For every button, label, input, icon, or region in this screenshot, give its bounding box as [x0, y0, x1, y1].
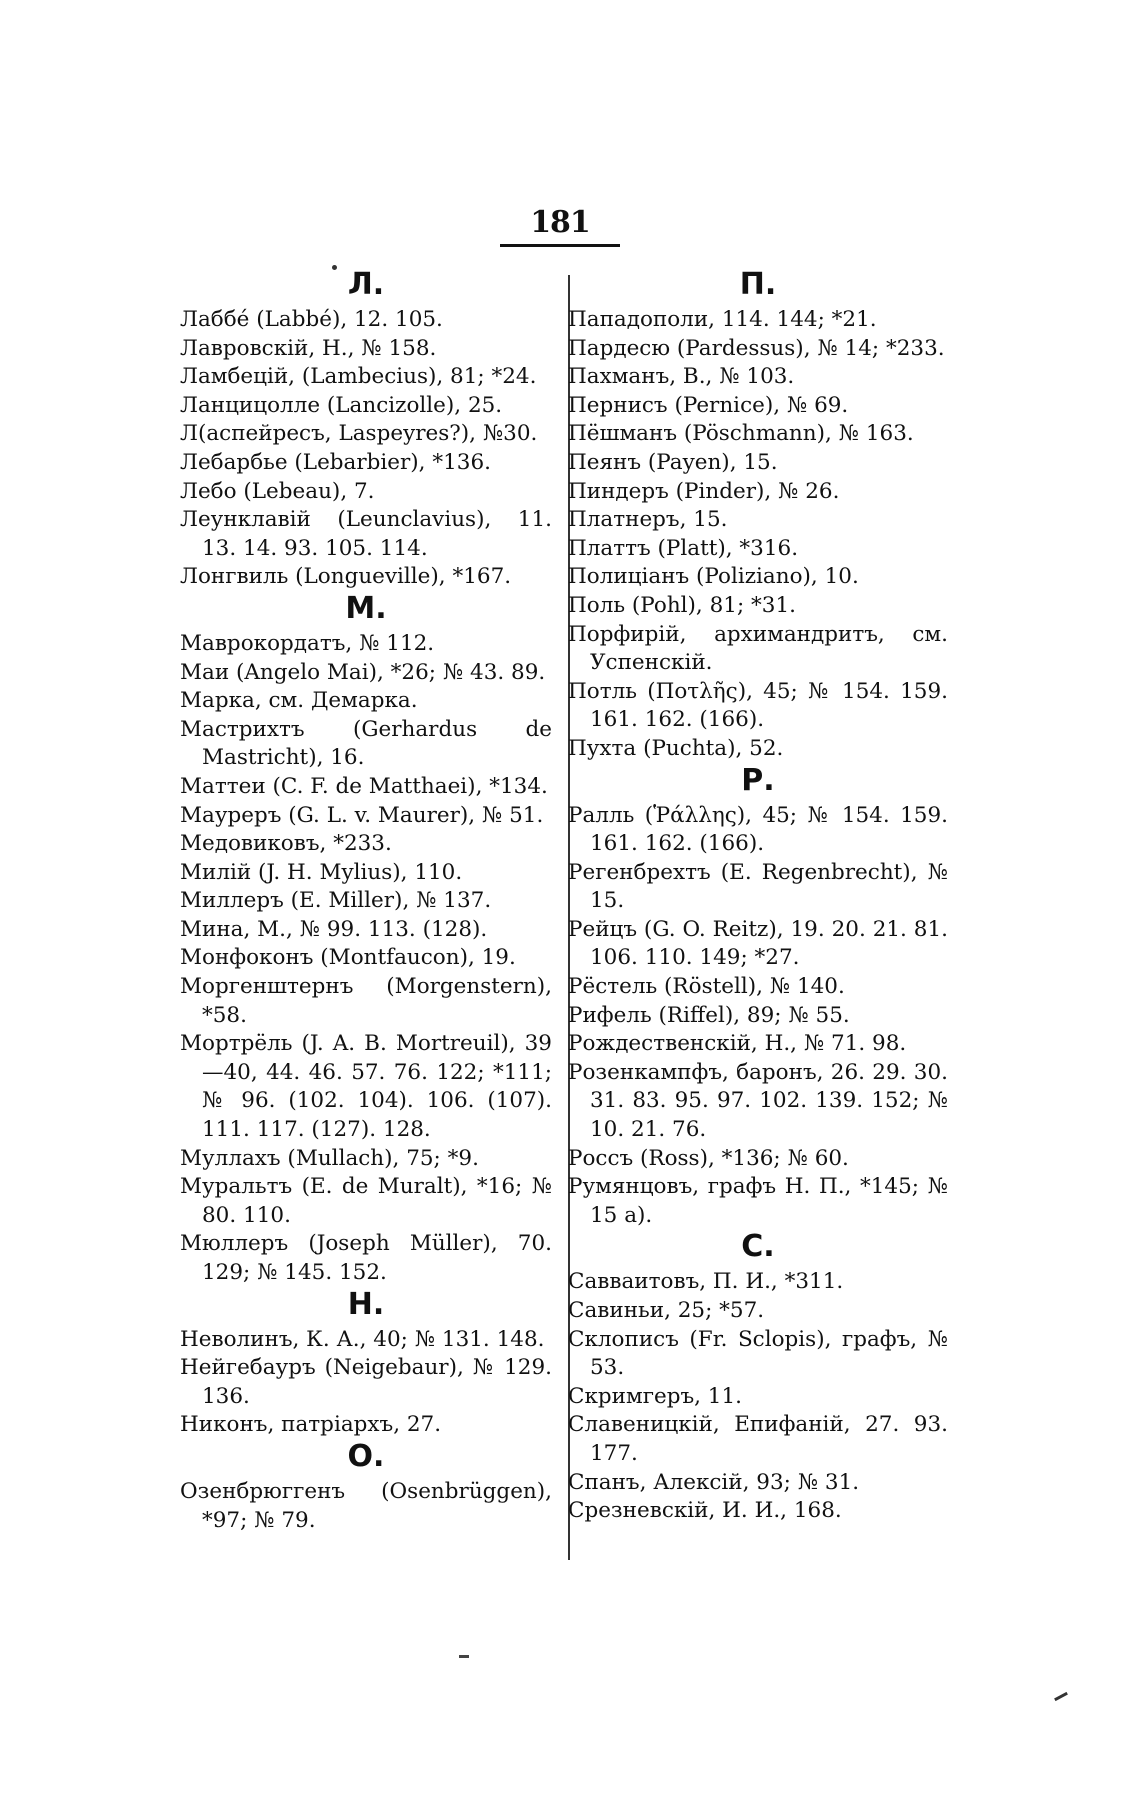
stray-mark-tick: [1054, 1692, 1068, 1701]
index-entry: Мауреръ (G. L. v. Maurer), № 51.: [180, 802, 544, 828]
index-entry: Савваитовъ, П. И., *311.: [568, 1269, 844, 1295]
index-entry: Платтъ (Platt), *316.: [568, 535, 799, 561]
index-entry: Потль (Ποτλῆς), 45; № 154. 159. 161. 162. (166).: [568, 678, 948, 733]
index-entry: Марка, см. Демарка.: [180, 688, 418, 714]
page-number-rule: [500, 244, 620, 247]
index-entry: Пападополи, 114. 144; *21.: [568, 307, 877, 332]
index-entry: Срезневскій, И. И., 168.: [568, 1498, 842, 1524]
index-entry: Мастрихтъ (Gerhardus de Mastricht), 16.: [180, 716, 552, 771]
index-entry: Склописъ (Fr. Sclopis), графъ, № 53.: [568, 1326, 948, 1381]
index-entry: Ланцицолле (Lancizolle), 25.: [180, 392, 503, 418]
index-entry: Спанъ, Алексій, 93; № 31.: [568, 1469, 860, 1495]
index-entry: Скримгеръ, 11.: [568, 1383, 742, 1409]
section-letter: С.: [741, 1229, 775, 1265]
index-entry: Мюллеръ (Joseph Müller), 70. 129; № 145. 152.: [180, 1231, 552, 1285]
index-entry: Порфирій, архимандритъ, см. Успенскій.: [568, 621, 948, 676]
index-entry: Пахманъ, В., № 103.: [568, 364, 795, 390]
index-entry: Поль (Pohl), 81; *31.: [568, 592, 796, 618]
index-entry: Савиньи, 25; *57.: [568, 1298, 765, 1323]
page-number: 181: [530, 205, 590, 240]
index-entry: Рифель (Riffel), 89; № 55.: [568, 1002, 850, 1028]
index-entry: Регенбрехтъ (E. Regenbrecht), № 15.: [568, 859, 948, 914]
index-entry: Неволинъ, К. А., 40; № 131. 148.: [180, 1326, 545, 1352]
index-entry: Маи (Angelo Mai), *26; № 43. 89.: [180, 659, 546, 685]
index-entry: Моргенштернъ (Morgenstern), *58.: [180, 974, 552, 1028]
index-entry: Маттеи (C. F. de Matthaei), *134.: [180, 773, 548, 799]
index-entry: Рождественскій, Н., № 71. 98.: [568, 1031, 907, 1057]
index-entry: Нейгебауръ (Neigebaur), № 129. 136.: [180, 1355, 552, 1409]
index-entry: Пиндеръ (Pinder), № 26.: [568, 478, 840, 504]
index-entry: Румянцовъ, графъ Н. П., *145; № 15 a).: [568, 1174, 948, 1228]
index-entry: Россъ (Ross), *136; № 60.: [568, 1145, 849, 1171]
index-entry: Монфоконъ (Montfaucon), 19.: [180, 945, 516, 971]
index-entry: Лебо (Lebeau), 7.: [180, 478, 375, 504]
index-entry: Лонгвиль (Longueville), *167.: [180, 564, 512, 590]
section-letter: Н.: [347, 1286, 385, 1322]
index-entry: Пеянъ (Payen), 15.: [568, 449, 778, 475]
index-entry: Розенкампфъ, баронъ, 26. 29. 30. 31. 83. 95. 97. 102. 139. 152; № 10. 21. 76.: [568, 1059, 948, 1143]
index-entry: Рейцъ (G. O. Reitz), 19. 20. 21. 81. 106. 110. 149; *27.: [568, 916, 948, 971]
section-letter: О.: [347, 1438, 385, 1474]
index-entry: Лавровскій, Н., № 158.: [180, 335, 437, 361]
index-entry: Полиціанъ (Poliziano), 10.: [568, 564, 859, 590]
index-entry: Рёстель (Röstell), № 140.: [568, 974, 845, 1000]
index-entry: Ламбецій, (Lambecius), 81; *24.: [180, 364, 537, 390]
index-entry: Муллахъ (Mullach), 75; *9.: [180, 1145, 479, 1171]
index-entry: Платнеръ, 15.: [568, 507, 728, 533]
index-entry: Мина, М., № 99. 113. (128).: [180, 916, 488, 942]
stray-mark-dash: [459, 1655, 469, 1658]
index-left-column: [180, 268, 552, 1535]
index-entry: Маврокордатъ, № 112.: [180, 630, 435, 656]
index-entry: Мортрёль (J. A. B. Mortreuil), 39—40, 44. 46. 57. 76. 122; *111; № 96. (102. 104). 106. (107). 111. 117. (127). 128.: [180, 1031, 552, 1143]
index-entry: Муральтъ (E. de Muralt), *16; № 80. 110.: [180, 1174, 552, 1228]
index-entry: Ралль (Ῥάλλης), 45; № 154. 159. 161. 162. (166).: [568, 802, 948, 857]
index-entry: Пардесю (Pardessus), № 14; *233.: [568, 335, 945, 361]
section-letter: Л.: [347, 267, 385, 302]
index-entry: Милій (J. H. Mylius), 110.: [180, 859, 463, 885]
index-entry: Пернисъ (Pernice), № 69.: [568, 392, 849, 418]
index-entry: Пёшманъ (Pöschmann), № 163.: [568, 421, 914, 447]
index-entry: Миллеръ (E. Miller), № 137.: [180, 888, 492, 914]
index-entry: Л(аспейресъ, Laspeyres?), №30.: [180, 421, 538, 447]
index-entry: Славеницкій, Епифаній, 27. 93. 177.: [568, 1412, 948, 1466]
index-entry: Медовиковъ, *233.: [180, 831, 392, 857]
section-letter: Р.: [741, 762, 775, 798]
index-entry: Леунклавій (Leunclavius), 11. 13. 14. 93. 105. 114.: [180, 507, 552, 561]
section-letter: М.: [345, 590, 387, 626]
section-letter: П.: [739, 267, 777, 302]
index-entry: Пухта (Puchta), 52.: [568, 735, 784, 761]
index-entry: Никонъ, патріархъ, 27.: [180, 1412, 442, 1438]
index-entry: Лебарбье (Lebarbier), *136.: [180, 449, 491, 475]
index-entry: Озенбрюггенъ (Osenbrüggen), *97; № 79.: [180, 1478, 552, 1533]
index-entry: Лаббé (Labbé), 12. 105.: [180, 307, 443, 332]
index-right-column: [568, 268, 948, 1526]
